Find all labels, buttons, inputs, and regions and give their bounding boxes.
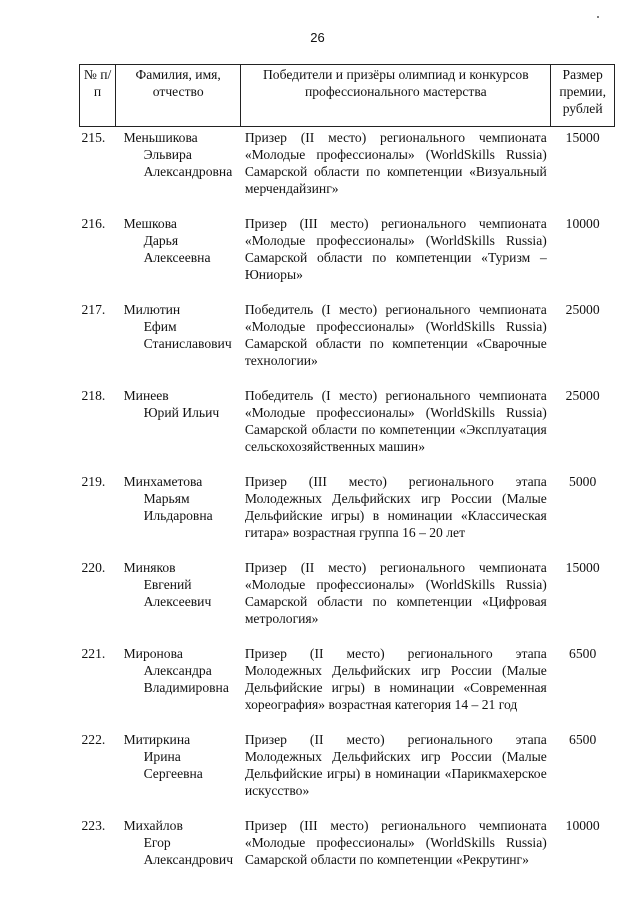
person-name xyxy=(116,473,241,559)
first-name: Эльвира xyxy=(143,147,192,162)
row-number: 217. xyxy=(81,302,106,317)
patronymic: Александровна xyxy=(143,164,233,179)
person-name xyxy=(116,731,241,817)
surname: Миронова xyxy=(123,646,183,661)
table-row xyxy=(80,473,615,559)
achievement-description: Призер (II место) регионального чемпионата «Молодые профессионалы» (WorldSkills Russia) Самарской области по компетенции «Цифровая метрология» xyxy=(244,560,547,626)
first-name: Евгений xyxy=(143,577,192,592)
person-name xyxy=(116,559,241,645)
surname: Мешкова xyxy=(123,216,177,231)
row-number: 216. xyxy=(81,216,106,231)
header-name: Фамилия, имя, отчество xyxy=(116,65,241,127)
prize-amount: 6500 xyxy=(569,646,597,661)
table-row xyxy=(80,817,615,886)
person-name xyxy=(116,301,241,387)
prize-amount: 10000 xyxy=(565,216,600,231)
prize-amount: 25000 xyxy=(565,388,600,403)
patronymic: Алексеевна xyxy=(143,250,211,265)
header-description: Победители и призёры олимпиад и конкурсов профессионального мастерства xyxy=(241,65,551,127)
achievement-description: Призер (III место) регионального чемпионата «Молодые профессионалы» (WorldSkills Russia) Самарской области по компетенции «Рекрутинг» xyxy=(244,818,547,867)
row-number: 221. xyxy=(81,646,106,661)
first-name: Юрий Ильич xyxy=(143,405,220,420)
surname: Минхаметова xyxy=(123,474,203,489)
first-name: Марьям xyxy=(143,491,190,506)
row-number: 219. xyxy=(81,474,106,489)
table-row xyxy=(80,301,615,387)
awards-table xyxy=(79,64,615,886)
table-row xyxy=(80,731,615,817)
patronymic: Владимировна xyxy=(143,680,229,695)
first-name: Егор xyxy=(143,835,171,850)
surname: Меньшикова xyxy=(123,130,198,145)
row-number: 218. xyxy=(81,388,106,403)
surname: Митиркина xyxy=(123,732,191,747)
patronymic: Станиславович xyxy=(143,336,232,351)
prize-amount: 5000 xyxy=(569,474,597,489)
first-name: Ирина xyxy=(143,749,181,764)
achievement-description: Призер (II место) регионального чемпионата «Молодые профессионалы» (WorldSkills Russia) Самарской области по компетенции «Визуальный мерчендайзинг» xyxy=(244,130,547,196)
achievement-description: Призер (II место) регионального этапа Молодежных Дельфийских игр России (Малые Дельфийские игры) в номинации «Парикмахерское искусство» xyxy=(244,732,547,798)
achievement-description: Призер (III место) регионального этапа Молодежных Дельфийских игр России (Малые Дельфийские игры) в номинации «Классическая гитара» возрастная группа 16 – 20 лет xyxy=(244,474,547,540)
page-number: 26 xyxy=(310,30,325,45)
patronymic: Сергеевна xyxy=(143,766,203,781)
row-number: 220. xyxy=(81,560,106,575)
surname: Минеев xyxy=(123,388,169,403)
person-name xyxy=(116,127,241,216)
patronymic: Ильдаровна xyxy=(143,508,213,523)
table-header-row xyxy=(80,65,615,127)
patronymic: Александрович xyxy=(143,852,234,867)
achievement-description: Победитель (I место) регионального чемпионата «Молодые профессионалы» (WorldSkills Russia) Самарской области по компетенции «Сварочные технологии» xyxy=(244,302,547,368)
table-row xyxy=(80,387,615,473)
patronymic: Алексеевич xyxy=(143,594,212,609)
achievement-description: Призер (II место) регионального этапа Молодежных Дельфийских игр России (Малые Дельфийские игры) в номинации «Современная хореография» возрастная категория 14 – 21 год xyxy=(244,646,547,712)
row-number: 215. xyxy=(81,130,106,145)
achievement-description: Победитель (I место) регионального чемпионата «Молодые профессионалы» (WorldSkills Russia) Самарской области по компетенции «Эксплуатация сельскохозяйственных машин» xyxy=(244,388,547,454)
table-row xyxy=(80,559,615,645)
prize-amount: 15000 xyxy=(565,130,600,145)
person-name xyxy=(116,387,241,473)
prize-amount: 25000 xyxy=(565,302,600,317)
table-row xyxy=(80,127,615,216)
surname: Михайлов xyxy=(123,818,183,833)
first-name: Александра xyxy=(143,663,212,678)
prize-amount: 15000 xyxy=(565,560,600,575)
header-number: № п/п xyxy=(80,65,116,127)
prize-amount: 6500 xyxy=(569,732,597,747)
person-name xyxy=(116,215,241,301)
person-name xyxy=(116,645,241,731)
prize-amount: 10000 xyxy=(565,818,600,833)
table-row xyxy=(80,645,615,731)
achievement-description: Призер (III место) регионального чемпионата «Молодые профессионалы» (WorldSkills Russia) Самарской области по компетенции «Туризм – Юниоры» xyxy=(244,216,547,282)
first-name: Ефим xyxy=(143,319,177,334)
surname: Миняков xyxy=(123,560,176,575)
surname: Милютин xyxy=(123,302,181,317)
row-number: 222. xyxy=(81,732,106,747)
first-name: Дарья xyxy=(143,233,179,248)
row-number: 223. xyxy=(81,818,106,833)
person-name xyxy=(116,817,241,886)
header-prize: Размер премии, рублей xyxy=(551,65,615,127)
scan-dot xyxy=(597,16,599,18)
table-row xyxy=(80,215,615,301)
